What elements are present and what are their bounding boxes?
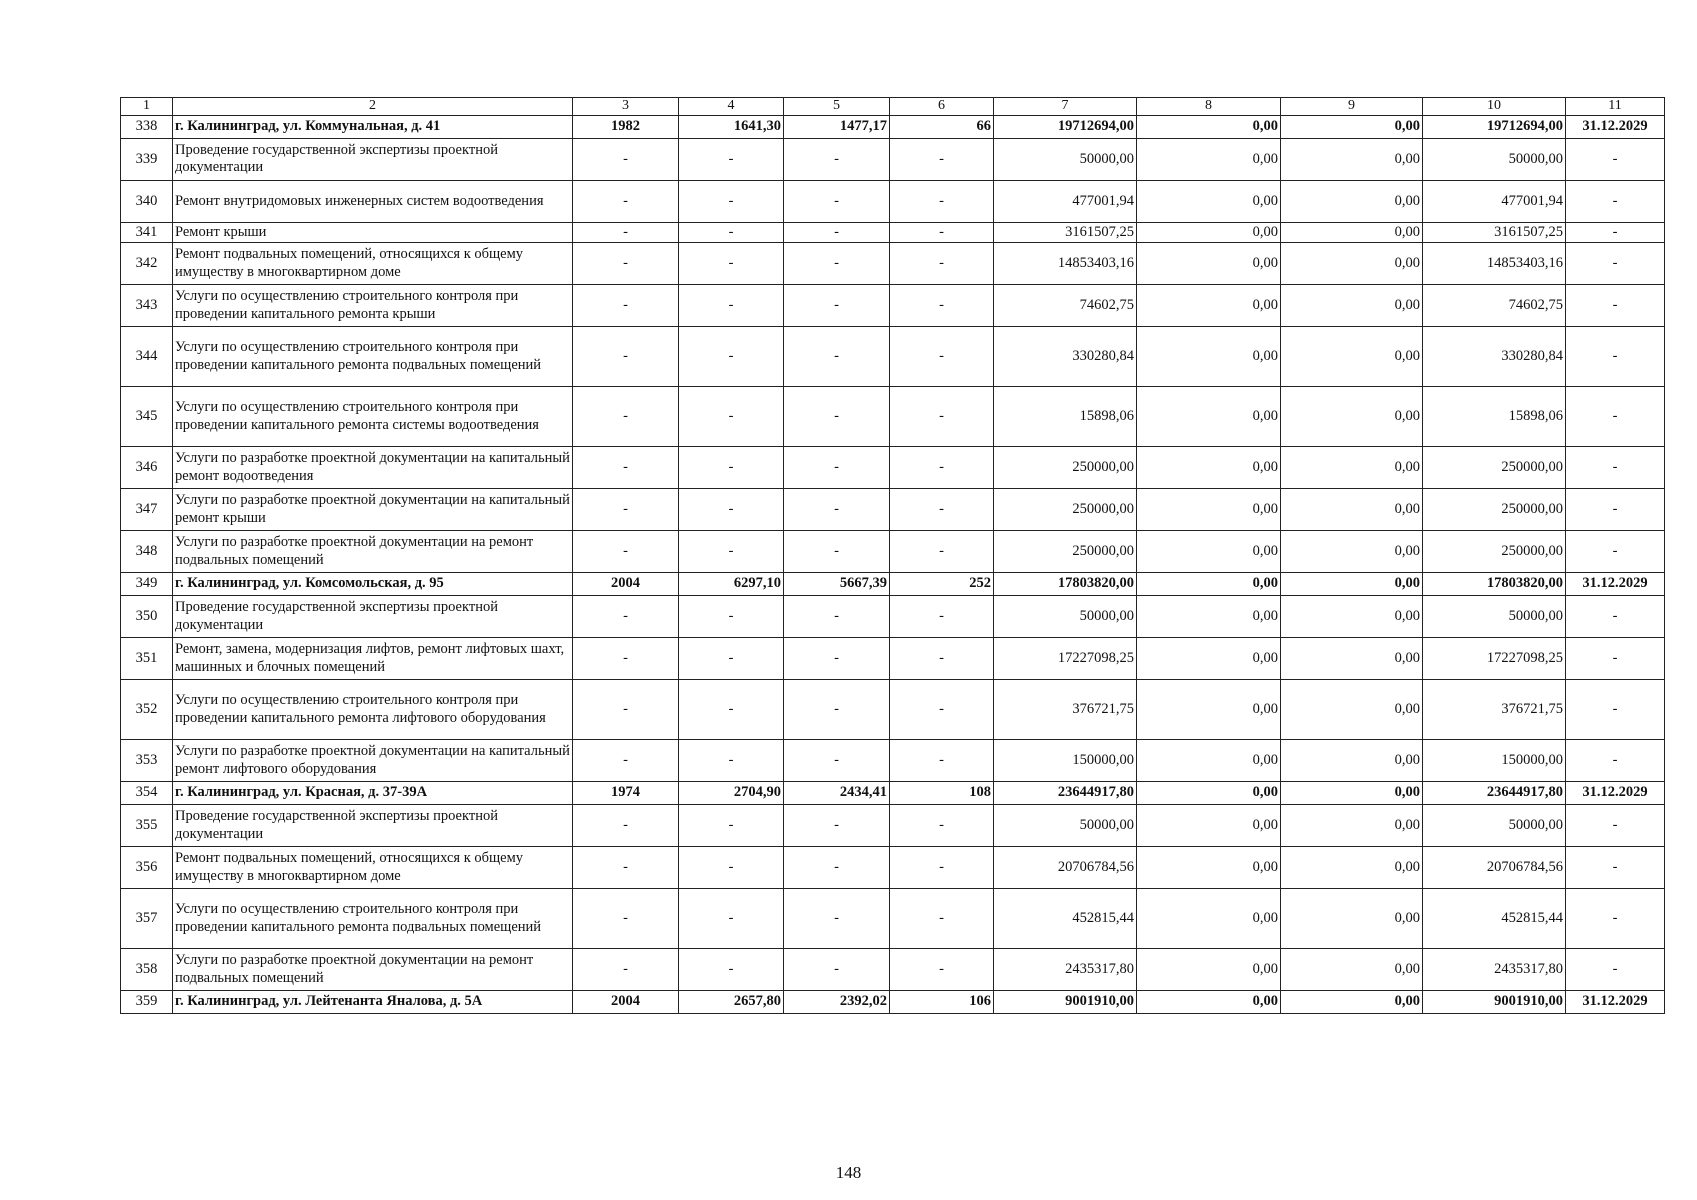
- cell-year: 1982: [573, 115, 679, 138]
- cell-year: -: [573, 447, 679, 489]
- cell-federal-funds: 0,00: [1137, 949, 1281, 991]
- cell-living-area: -: [784, 138, 890, 180]
- cell-name: Услуги по разработке проектной документации на ремонт подвальных помещений: [173, 949, 573, 991]
- work-row: [121, 847, 1665, 889]
- cell-residents: -: [890, 243, 994, 285]
- work-row: [121, 489, 1665, 531]
- cell-federal-funds: 0,00: [1137, 573, 1281, 596]
- cell-total-area: -: [679, 805, 784, 847]
- work-row: [121, 680, 1665, 740]
- cell-name: Ремонт внутридомовых инженерных систем водоотведения: [173, 180, 573, 222]
- cell-name: Услуги по осуществлению строительного контроля при проведении капитального ремонта лифтового оборудования: [173, 680, 573, 740]
- cell-year: 2004: [573, 991, 679, 1014]
- work-row: [121, 285, 1665, 327]
- cell-living-area: -: [784, 531, 890, 573]
- cell-budget-funds: 0,00: [1281, 489, 1423, 531]
- cell-owner-funds: 2435317,80: [1423, 949, 1566, 991]
- cell-completion-date: -: [1566, 949, 1665, 991]
- cell-federal-funds: 0,00: [1137, 680, 1281, 740]
- cell-owner-funds: 74602,75: [1423, 285, 1566, 327]
- cell-federal-funds: 0,00: [1137, 387, 1281, 447]
- address-row: [121, 991, 1665, 1014]
- cell-total-area: -: [679, 327, 784, 387]
- cell-completion-date: -: [1566, 805, 1665, 847]
- cell-living-area: -: [784, 680, 890, 740]
- cell-budget-funds: 0,00: [1281, 847, 1423, 889]
- cell-owner-funds: 330280,84: [1423, 327, 1566, 387]
- cell-total-cost: 23644917,80: [994, 782, 1137, 805]
- cell-budget-funds: 0,00: [1281, 138, 1423, 180]
- cell-owner-funds: 250000,00: [1423, 489, 1566, 531]
- cell-total-area: 2657,80: [679, 991, 784, 1014]
- cell-residents: -: [890, 805, 994, 847]
- cell-budget-funds: 0,00: [1281, 327, 1423, 387]
- cell-residents: -: [890, 222, 994, 242]
- cell-total-area: -: [679, 138, 784, 180]
- cell-budget-funds: 0,00: [1281, 991, 1423, 1014]
- cell-federal-funds: 0,00: [1137, 638, 1281, 680]
- cell-year: -: [573, 740, 679, 782]
- cell-row-number: 347: [121, 489, 173, 531]
- cell-row-number: 346: [121, 447, 173, 489]
- cell-total-area: -: [679, 447, 784, 489]
- work-row: [121, 740, 1665, 782]
- cell-year: -: [573, 847, 679, 889]
- page-number: 148: [835, 1163, 862, 1182]
- cell-budget-funds: 0,00: [1281, 573, 1423, 596]
- cell-name: Ремонт подвальных помещений, относящихся к общему имуществу в многоквартирном доме: [173, 243, 573, 285]
- cell-completion-date: -: [1566, 327, 1665, 387]
- column-header-9: 9: [1281, 98, 1423, 116]
- cell-residents: -: [890, 531, 994, 573]
- cell-completion-date: -: [1566, 489, 1665, 531]
- cell-living-area: -: [784, 180, 890, 222]
- cell-year: -: [573, 949, 679, 991]
- cell-name: Услуги по разработке проектной документации на капитальный ремонт лифтового оборудования: [173, 740, 573, 782]
- cell-row-number: 358: [121, 949, 173, 991]
- cell-total-cost: 150000,00: [994, 740, 1137, 782]
- cell-owner-funds: 250000,00: [1423, 447, 1566, 489]
- cell-total-cost: 2435317,80: [994, 949, 1137, 991]
- cell-row-number: 349: [121, 573, 173, 596]
- cell-federal-funds: 0,00: [1137, 805, 1281, 847]
- cell-completion-date: -: [1566, 180, 1665, 222]
- cell-owner-funds: 250000,00: [1423, 531, 1566, 573]
- cell-owner-funds: 17803820,00: [1423, 573, 1566, 596]
- cell-residents: -: [890, 447, 994, 489]
- cell-total-area: -: [679, 680, 784, 740]
- cell-federal-funds: 0,00: [1137, 889, 1281, 949]
- cell-year: -: [573, 285, 679, 327]
- work-row: [121, 447, 1665, 489]
- cell-name: Услуги по осуществлению строительного контроля при проведении капитального ремонта подвальных помещений: [173, 889, 573, 949]
- cell-completion-date: -: [1566, 596, 1665, 638]
- cell-name: г. Калининград, ул. Коммунальная, д. 41: [173, 115, 573, 138]
- address-row: [121, 573, 1665, 596]
- cell-year: -: [573, 805, 679, 847]
- cell-living-area: -: [784, 222, 890, 242]
- cell-completion-date: 31.12.2029: [1566, 991, 1665, 1014]
- cell-residents: 252: [890, 573, 994, 596]
- cell-federal-funds: 0,00: [1137, 327, 1281, 387]
- cell-row-number: 340: [121, 180, 173, 222]
- cell-living-area: 5667,39: [784, 573, 890, 596]
- cell-name: Услуги по осуществлению строительного контроля при проведении капитального ремонта крыши: [173, 285, 573, 327]
- cell-federal-funds: 0,00: [1137, 222, 1281, 242]
- work-row: [121, 889, 1665, 949]
- cell-total-cost: 50000,00: [994, 805, 1137, 847]
- cell-name: Проведение государственной экспертизы проектной документации: [173, 138, 573, 180]
- work-row: [121, 243, 1665, 285]
- column-header-8: 8: [1137, 98, 1281, 116]
- cell-owner-funds: 20706784,56: [1423, 847, 1566, 889]
- cell-federal-funds: 0,00: [1137, 991, 1281, 1014]
- cell-total-cost: 15898,06: [994, 387, 1137, 447]
- cell-living-area: -: [784, 596, 890, 638]
- cell-year: 1974: [573, 782, 679, 805]
- cell-row-number: 355: [121, 805, 173, 847]
- cell-living-area: -: [784, 638, 890, 680]
- cell-completion-date: 31.12.2029: [1566, 573, 1665, 596]
- cell-budget-funds: 0,00: [1281, 243, 1423, 285]
- cell-year: -: [573, 596, 679, 638]
- cell-year: -: [573, 180, 679, 222]
- cell-owner-funds: 376721,75: [1423, 680, 1566, 740]
- cell-name: Услуги по осуществлению строительного контроля при проведении капитального ремонта подвальных помещений: [173, 327, 573, 387]
- cell-total-area: -: [679, 847, 784, 889]
- cell-year: -: [573, 889, 679, 949]
- cell-total-cost: 50000,00: [994, 596, 1137, 638]
- cell-year: 2004: [573, 573, 679, 596]
- cell-row-number: 354: [121, 782, 173, 805]
- cell-total-cost: 250000,00: [994, 447, 1137, 489]
- cell-completion-date: 31.12.2029: [1566, 782, 1665, 805]
- cell-owner-funds: 50000,00: [1423, 138, 1566, 180]
- cell-total-area: -: [679, 531, 784, 573]
- cell-owner-funds: 3161507,25: [1423, 222, 1566, 242]
- cell-total-area: -: [679, 889, 784, 949]
- cell-total-area: -: [679, 949, 784, 991]
- cell-completion-date: -: [1566, 680, 1665, 740]
- cell-federal-funds: 0,00: [1137, 489, 1281, 531]
- cell-living-area: -: [784, 327, 890, 387]
- cell-total-cost: 9001910,00: [994, 991, 1137, 1014]
- cell-federal-funds: 0,00: [1137, 847, 1281, 889]
- cell-row-number: 348: [121, 531, 173, 573]
- cell-completion-date: -: [1566, 138, 1665, 180]
- cell-name: г. Калининград, ул. Красная, д. 37-39А: [173, 782, 573, 805]
- cell-residents: -: [890, 138, 994, 180]
- cell-budget-funds: 0,00: [1281, 222, 1423, 242]
- cell-living-area: 2392,02: [784, 991, 890, 1014]
- cell-row-number: 343: [121, 285, 173, 327]
- cell-living-area: -: [784, 489, 890, 531]
- cell-residents: -: [890, 285, 994, 327]
- cell-year: -: [573, 680, 679, 740]
- capital-repair-table: [120, 97, 1665, 1014]
- cell-residents: 66: [890, 115, 994, 138]
- cell-federal-funds: 0,00: [1137, 782, 1281, 805]
- cell-total-cost: 17227098,25: [994, 638, 1137, 680]
- cell-living-area: -: [784, 447, 890, 489]
- cell-total-area: -: [679, 243, 784, 285]
- cell-completion-date: -: [1566, 889, 1665, 949]
- cell-row-number: 356: [121, 847, 173, 889]
- cell-budget-funds: 0,00: [1281, 447, 1423, 489]
- cell-owner-funds: 19712694,00: [1423, 115, 1566, 138]
- cell-row-number: 341: [121, 222, 173, 242]
- cell-living-area: -: [784, 847, 890, 889]
- cell-row-number: 344: [121, 327, 173, 387]
- cell-owner-funds: 50000,00: [1423, 805, 1566, 847]
- column-header-4: 4: [679, 98, 784, 116]
- cell-budget-funds: 0,00: [1281, 115, 1423, 138]
- cell-completion-date: -: [1566, 285, 1665, 327]
- cell-name: Проведение государственной экспертизы проектной документации: [173, 596, 573, 638]
- cell-total-cost: 20706784,56: [994, 847, 1137, 889]
- cell-budget-funds: 0,00: [1281, 889, 1423, 949]
- work-row: [121, 138, 1665, 180]
- cell-completion-date: -: [1566, 447, 1665, 489]
- cell-federal-funds: 0,00: [1137, 285, 1281, 327]
- cell-budget-funds: 0,00: [1281, 596, 1423, 638]
- cell-owner-funds: 15898,06: [1423, 387, 1566, 447]
- cell-living-area: -: [784, 949, 890, 991]
- cell-completion-date: -: [1566, 740, 1665, 782]
- cell-residents: -: [890, 680, 994, 740]
- cell-total-area: -: [679, 387, 784, 447]
- column-header-7: 7: [994, 98, 1137, 116]
- cell-living-area: -: [784, 387, 890, 447]
- cell-owner-funds: 17227098,25: [1423, 638, 1566, 680]
- cell-federal-funds: 0,00: [1137, 138, 1281, 180]
- column-header-1: 1: [121, 98, 173, 116]
- cell-living-area: -: [784, 243, 890, 285]
- cell-total-area: -: [679, 222, 784, 242]
- cell-total-cost: 14853403,16: [994, 243, 1137, 285]
- cell-row-number: 357: [121, 889, 173, 949]
- cell-living-area: -: [784, 805, 890, 847]
- column-header-5: 5: [784, 98, 890, 116]
- cell-row-number: 342: [121, 243, 173, 285]
- column-header-11: 11: [1566, 98, 1665, 116]
- cell-owner-funds: 14853403,16: [1423, 243, 1566, 285]
- cell-name: г. Калининград, ул. Лейтенанта Яналова, д. 5А: [173, 991, 573, 1014]
- cell-name: Ремонт крыши: [173, 222, 573, 242]
- cell-row-number: 359: [121, 991, 173, 1014]
- cell-completion-date: -: [1566, 222, 1665, 242]
- cell-year: -: [573, 489, 679, 531]
- cell-total-area: -: [679, 489, 784, 531]
- cell-row-number: 338: [121, 115, 173, 138]
- cell-budget-funds: 0,00: [1281, 638, 1423, 680]
- cell-residents: -: [890, 847, 994, 889]
- cell-row-number: 350: [121, 596, 173, 638]
- table-header-row: [121, 98, 1665, 116]
- cell-residents: -: [890, 489, 994, 531]
- column-header-3: 3: [573, 98, 679, 116]
- cell-total-cost: 19712694,00: [994, 115, 1137, 138]
- cell-total-cost: 3161507,25: [994, 222, 1137, 242]
- cell-residents: -: [890, 596, 994, 638]
- column-header-2: 2: [173, 98, 573, 116]
- cell-budget-funds: 0,00: [1281, 740, 1423, 782]
- cell-total-cost: 477001,94: [994, 180, 1137, 222]
- address-row: [121, 115, 1665, 138]
- cell-total-cost: 330280,84: [994, 327, 1137, 387]
- cell-completion-date: -: [1566, 638, 1665, 680]
- column-header-6: 6: [890, 98, 994, 116]
- cell-federal-funds: 0,00: [1137, 243, 1281, 285]
- work-row: [121, 531, 1665, 573]
- cell-living-area: -: [784, 889, 890, 949]
- cell-federal-funds: 0,00: [1137, 180, 1281, 222]
- cell-living-area: 1477,17: [784, 115, 890, 138]
- cell-total-area: -: [679, 638, 784, 680]
- cell-name: г. Калининград, ул. Комсомольская, д. 95: [173, 573, 573, 596]
- cell-federal-funds: 0,00: [1137, 596, 1281, 638]
- cell-completion-date: -: [1566, 847, 1665, 889]
- cell-owner-funds: 9001910,00: [1423, 991, 1566, 1014]
- cell-total-area: -: [679, 596, 784, 638]
- cell-total-area: 1641,30: [679, 115, 784, 138]
- cell-residents: -: [890, 327, 994, 387]
- cell-row-number: 351: [121, 638, 173, 680]
- work-row: [121, 638, 1665, 680]
- cell-residents: -: [890, 387, 994, 447]
- cell-completion-date: -: [1566, 243, 1665, 285]
- cell-year: -: [573, 638, 679, 680]
- cell-budget-funds: 0,00: [1281, 531, 1423, 573]
- cell-total-cost: 17803820,00: [994, 573, 1137, 596]
- cell-name: Ремонт подвальных помещений, относящихся к общему имуществу в многоквартирном доме: [173, 847, 573, 889]
- cell-total-cost: 74602,75: [994, 285, 1137, 327]
- cell-name: Услуги по разработке проектной документации на ремонт подвальных помещений: [173, 531, 573, 573]
- cell-budget-funds: 0,00: [1281, 680, 1423, 740]
- cell-completion-date: -: [1566, 531, 1665, 573]
- cell-row-number: 339: [121, 138, 173, 180]
- cell-residents: 108: [890, 782, 994, 805]
- cell-year: -: [573, 222, 679, 242]
- cell-total-area: 2704,90: [679, 782, 784, 805]
- cell-row-number: 353: [121, 740, 173, 782]
- cell-total-cost: 250000,00: [994, 489, 1137, 531]
- cell-living-area: 2434,41: [784, 782, 890, 805]
- cell-name: Ремонт, замена, модернизация лифтов, ремонт лифтовых шахт, машинных и блочных помещений: [173, 638, 573, 680]
- cell-year: -: [573, 531, 679, 573]
- work-row: [121, 805, 1665, 847]
- cell-federal-funds: 0,00: [1137, 740, 1281, 782]
- cell-owner-funds: 150000,00: [1423, 740, 1566, 782]
- cell-total-cost: 50000,00: [994, 138, 1137, 180]
- cell-total-cost: 376721,75: [994, 680, 1137, 740]
- cell-total-area: -: [679, 740, 784, 782]
- cell-residents: -: [890, 180, 994, 222]
- cell-name: Проведение государственной экспертизы проектной документации: [173, 805, 573, 847]
- cell-row-number: 352: [121, 680, 173, 740]
- cell-budget-funds: 0,00: [1281, 782, 1423, 805]
- cell-row-number: 345: [121, 387, 173, 447]
- cell-total-area: 6297,10: [679, 573, 784, 596]
- cell-owner-funds: 23644917,80: [1423, 782, 1566, 805]
- cell-federal-funds: 0,00: [1137, 447, 1281, 489]
- cell-residents: -: [890, 638, 994, 680]
- work-row: [121, 222, 1665, 242]
- cell-completion-date: -: [1566, 387, 1665, 447]
- cell-total-cost: 250000,00: [994, 531, 1137, 573]
- work-row: [121, 596, 1665, 638]
- cell-residents: -: [890, 889, 994, 949]
- work-row: [121, 327, 1665, 387]
- cell-total-cost: 452815,44: [994, 889, 1137, 949]
- cell-year: -: [573, 138, 679, 180]
- cell-budget-funds: 0,00: [1281, 949, 1423, 991]
- cell-budget-funds: 0,00: [1281, 285, 1423, 327]
- cell-year: -: [573, 327, 679, 387]
- work-row: [121, 387, 1665, 447]
- work-row: [121, 949, 1665, 991]
- cell-year: -: [573, 387, 679, 447]
- cell-owner-funds: 452815,44: [1423, 889, 1566, 949]
- cell-residents: -: [890, 740, 994, 782]
- cell-federal-funds: 0,00: [1137, 115, 1281, 138]
- cell-total-area: -: [679, 285, 784, 327]
- work-row: [121, 180, 1665, 222]
- cell-name: Услуги по разработке проектной документации на капитальный ремонт крыши: [173, 489, 573, 531]
- cell-residents: 106: [890, 991, 994, 1014]
- cell-year: -: [573, 243, 679, 285]
- cell-completion-date: 31.12.2029: [1566, 115, 1665, 138]
- cell-name: Услуги по осуществлению строительного контроля при проведении капитального ремонта системы водоотведения: [173, 387, 573, 447]
- cell-total-area: -: [679, 180, 784, 222]
- cell-residents: -: [890, 949, 994, 991]
- cell-budget-funds: 0,00: [1281, 387, 1423, 447]
- cell-owner-funds: 477001,94: [1423, 180, 1566, 222]
- cell-name: Услуги по разработке проектной документации на капитальный ремонт водоотведения: [173, 447, 573, 489]
- cell-budget-funds: 0,00: [1281, 180, 1423, 222]
- cell-living-area: -: [784, 285, 890, 327]
- cell-federal-funds: 0,00: [1137, 531, 1281, 573]
- column-header-10: 10: [1423, 98, 1566, 116]
- cell-owner-funds: 50000,00: [1423, 596, 1566, 638]
- cell-budget-funds: 0,00: [1281, 805, 1423, 847]
- cell-living-area: -: [784, 740, 890, 782]
- address-row: [121, 782, 1665, 805]
